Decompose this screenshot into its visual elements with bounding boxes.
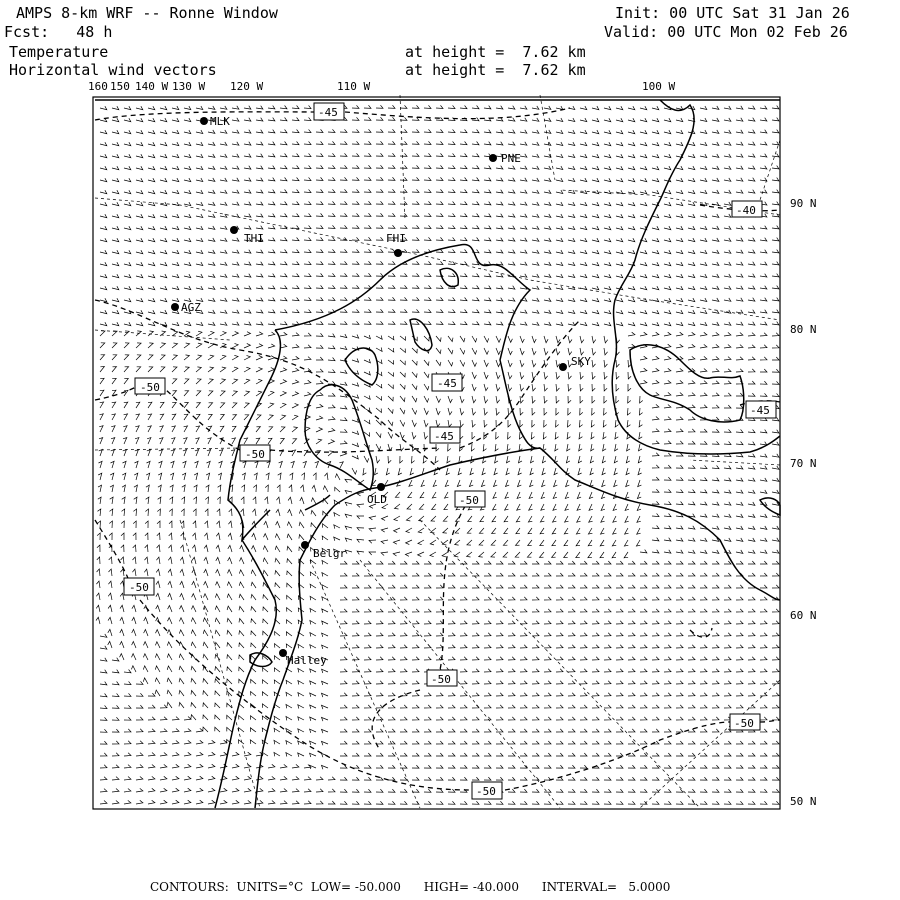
lon-label: 150 bbox=[110, 80, 130, 93]
valid-time: Valid: 00 UTC Mon 02 Feb 26 bbox=[604, 23, 848, 41]
field-name-temperature: Temperature bbox=[9, 43, 109, 61]
station-marker bbox=[171, 303, 179, 311]
lat-label: 70 N bbox=[790, 457, 817, 470]
contour-label bbox=[314, 103, 344, 120]
lon-label: 100 W bbox=[642, 80, 676, 93]
station-marker bbox=[489, 154, 497, 162]
contour-label bbox=[732, 201, 762, 217]
station-label: OLD bbox=[367, 493, 387, 506]
svg-text:-50: -50 bbox=[245, 448, 265, 461]
contour-label bbox=[124, 578, 154, 595]
contour-label bbox=[427, 670, 457, 686]
wind-vectors bbox=[96, 105, 779, 804]
station-label: Belgr bbox=[313, 547, 347, 560]
contour-label bbox=[135, 378, 165, 394]
contour-label bbox=[472, 782, 502, 799]
station-label: SKY bbox=[571, 355, 591, 368]
lon-label: 140 W bbox=[135, 80, 169, 93]
longitude-labels bbox=[88, 80, 675, 93]
lon-label: 130 W bbox=[172, 80, 206, 93]
map-title: AMPS 8-km WRF -- Ronne Window bbox=[16, 4, 278, 22]
coastlines bbox=[95, 100, 780, 808]
station-marker bbox=[279, 649, 287, 657]
station-marker bbox=[200, 117, 208, 125]
station-label: AGZ bbox=[181, 301, 201, 314]
svg-text:-50: -50 bbox=[431, 673, 451, 686]
svg-text:-50: -50 bbox=[129, 581, 149, 594]
station-label: THI bbox=[244, 232, 264, 245]
field-height-2: at height = 7.62 km bbox=[405, 61, 586, 79]
station-label: MLK bbox=[210, 115, 230, 128]
svg-text:-50: -50 bbox=[476, 785, 496, 798]
contour-label bbox=[432, 374, 462, 391]
temperature-contours bbox=[95, 108, 780, 790]
svg-text:-50: -50 bbox=[734, 717, 754, 730]
lon-label: 160 bbox=[88, 80, 108, 93]
contour-label bbox=[455, 491, 485, 507]
svg-text:-45: -45 bbox=[750, 404, 770, 417]
svg-text:-45: -45 bbox=[318, 106, 338, 119]
latitude-labels bbox=[790, 197, 817, 808]
lat-label: 50 N bbox=[790, 795, 817, 808]
wind-barbs bbox=[96, 105, 779, 804]
svg-text:-50: -50 bbox=[459, 494, 479, 507]
contour-label bbox=[240, 445, 270, 461]
station-marker bbox=[394, 249, 402, 257]
lat-label: 60 N bbox=[790, 609, 817, 622]
station-marker bbox=[301, 541, 309, 549]
forecast-hour: Fcst: 48 h bbox=[4, 23, 113, 41]
svg-text:-50: -50 bbox=[140, 381, 160, 394]
lon-label: 120 W bbox=[230, 80, 264, 93]
svg-text:-40: -40 bbox=[736, 204, 756, 217]
station-label: FHI bbox=[386, 232, 406, 245]
lat-label: 80 N bbox=[790, 323, 817, 336]
init-time: Init: 00 UTC Sat 31 Jan 26 bbox=[615, 4, 850, 22]
contour-label bbox=[730, 714, 760, 730]
lon-label: 110 W bbox=[337, 80, 371, 93]
svg-text:-45: -45 bbox=[437, 377, 457, 390]
field-height-1: at height = 7.62 km bbox=[405, 43, 586, 61]
station-marker bbox=[559, 363, 567, 371]
contour-label bbox=[746, 401, 776, 418]
field-name-wind: Horizontal wind vectors bbox=[9, 61, 217, 79]
svg-text:-45: -45 bbox=[434, 430, 454, 443]
contour-label bbox=[430, 427, 460, 443]
station-marker bbox=[230, 226, 238, 234]
station-label: Halley bbox=[287, 654, 327, 667]
station-label: PNE bbox=[501, 152, 521, 165]
contour-legend: CONTOURS: UNITS=°C LOW= -50.000 HIGH= -40.000 INTERVAL= 5.0000 bbox=[150, 880, 671, 894]
contour-labels bbox=[124, 103, 776, 799]
lat-label: 90 N bbox=[790, 197, 817, 210]
station-marker bbox=[377, 483, 385, 491]
